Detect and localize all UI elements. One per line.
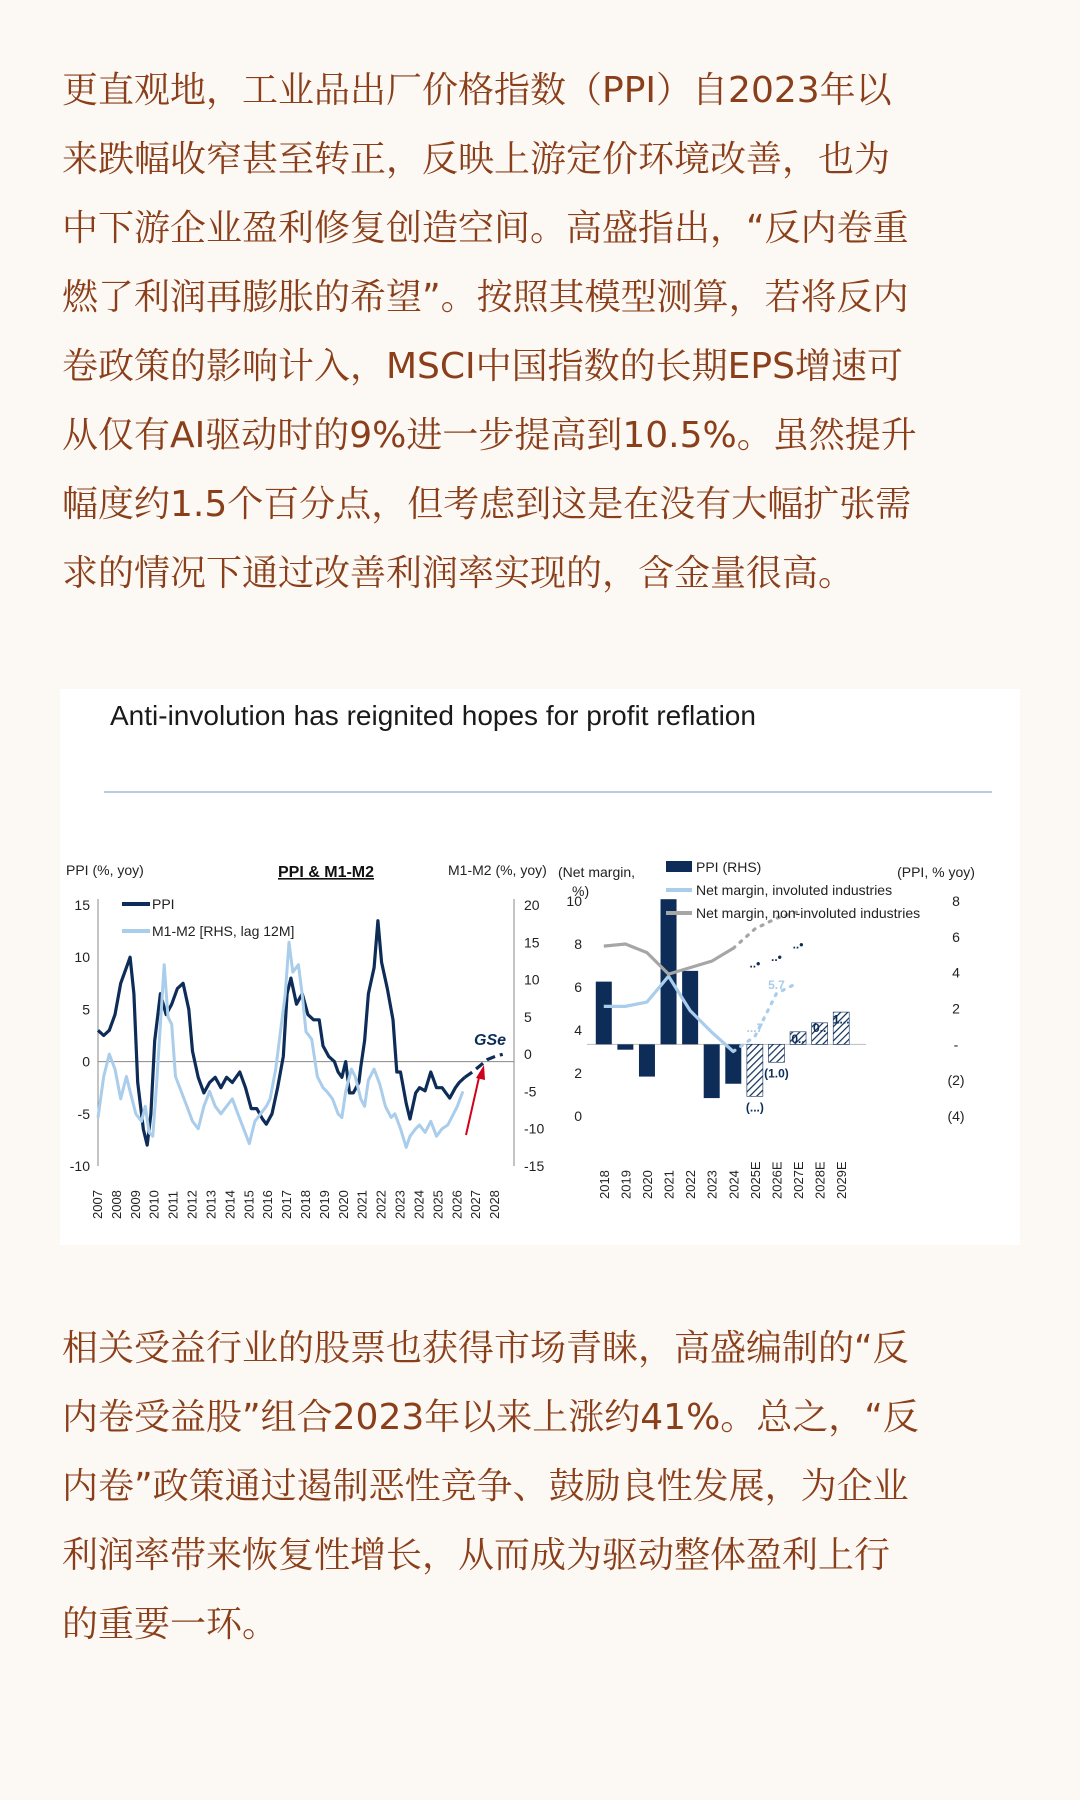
right-tick-label: (2) [947,1072,965,1089]
x-tick-label: 2027E [791,1161,807,1199]
right-tick-label: (4) [947,1108,965,1124]
left-tick-label: -5 [77,1105,90,1122]
x-tick-label: 2008 [108,1190,124,1219]
data-label: 0.. [812,1021,827,1036]
left-tick-label: -10 [69,1158,90,1174]
text-line: 中下游企业盈利修复创造空间。高盛指出，“反内卷重 [62,208,909,249]
data-label: ..• [749,956,761,971]
x-tick-label: 2019 [618,1170,634,1199]
ppi-bar [617,1044,633,1049]
gse-annotation: GSe [474,1032,507,1049]
x-tick-label: 2026 [449,1190,465,1219]
right-tick-label: 20 [524,897,540,913]
right-tick-label: 10 [524,971,540,988]
x-tick-label: 2025 [430,1190,446,1219]
x-tick-label: 2013 [203,1190,219,1219]
data-label: 5.7 [768,978,785,993]
ppi-bar [747,1044,763,1096]
legend-label: PPI [152,896,175,912]
x-tick-label: 2028 [487,1190,503,1219]
legend-label: M1-M2 [RHS, lag 12M] [152,923,295,939]
x-tick-label: 2007 [90,1190,105,1219]
margin-line-estimate [733,983,798,1052]
text-line: 内卷受益股”组合2023年以来上涨约41%。总之，“反 [62,1397,919,1438]
red-arrow-shaft [466,1073,480,1135]
text-line: 来跌幅收窄甚至转正，反映上游定价环境改善，也为 [62,139,891,180]
left-tick-label: 5 [82,1001,90,1018]
x-tick-label: 2028E [812,1161,828,1199]
x-tick-label: 2018 [298,1190,313,1219]
right-tick-label: 15 [524,934,540,951]
left-tick-label: 8 [574,936,582,952]
legend-swatch [666,861,692,872]
legend-label: Net margin, involuted industries [696,882,893,898]
right-tick-label: - [953,1036,959,1053]
data-label: (1.0) [764,1066,789,1081]
data-label: 1... [832,1012,850,1027]
right-tick-label: -10 [524,1120,545,1137]
x-tick-label: 2011 [165,1191,181,1219]
x-tick-label: 2009 [127,1190,143,1219]
x-tick-label: 2016 [260,1190,276,1219]
x-tick-label: 2025E [747,1161,763,1199]
right-tick-label: 8 [952,893,960,909]
right-tick-label: 0 [524,1046,532,1063]
x-tick-label: 2017 [279,1190,295,1219]
data-label: (...) [745,1100,764,1115]
ppi-bar [704,1044,720,1098]
text-line: 相关受益行业的股票也获得市场青睐，高盛编制的“反 [62,1328,909,1369]
left-tick-label: 4 [574,1022,582,1038]
x-tick-label: 2012 [184,1190,200,1219]
x-tick-label: 2018 [596,1170,612,1199]
article-paragraph-1 [62,56,1022,608]
legend-label: PPI (RHS) [696,859,762,875]
net-margin-chart [558,859,975,1199]
right-tick-label: 4 [952,964,960,981]
data-label: ..• [771,950,782,965]
x-tick-label: 2021 [661,1170,677,1199]
chart-title: PPI & M1-M2 [278,864,375,881]
article-paragraph-2 [62,1314,1022,1659]
text-line: 的重要一环。 [62,1604,279,1645]
right-tick-label: 6 [952,928,960,945]
x-tick-label: 2024 [726,1170,742,1199]
left-tick-label: 0 [82,1053,90,1070]
x-tick-label: 2010 [146,1190,162,1219]
ppi-bar [682,971,698,1044]
ppi-bar [596,982,612,1045]
right-axis-label: M1-M2 (%, yoy) [448,862,547,878]
text-line: 求的情况下通过改善利润率实现的，含金量很高。 [62,553,855,594]
left-axis-label: (Net margin, [558,864,636,880]
right-tick-label: -5 [524,1083,537,1100]
ppi-m1m2-chart [66,862,547,1219]
x-tick-label: 2029E [834,1161,850,1199]
left-tick-label: 2 [574,1065,582,1081]
x-tick-label: 2026E [769,1161,785,1199]
ppi-bar [639,1044,655,1076]
figure-title: Anti-involution has reignited hopes for profit reflation [110,700,756,731]
x-tick-label: 2023 [392,1190,408,1219]
x-tick-label: 2015 [241,1190,257,1219]
left-tick-label: 15 [74,897,90,913]
x-tick-label: 2022 [683,1170,699,1199]
text-line: 卷政策的影响计入，MSCI中国指数的长期EPS增速可 [62,346,903,387]
chart-figure [60,689,1020,1245]
left-tick-label: 6 [574,979,582,995]
right-tick-label: 5 [524,1008,532,1025]
right-tick-label: -15 [524,1158,545,1174]
text-line: 燃了利润再膨胀的希望”。按照其模型测算，若将反内 [62,277,909,318]
x-tick-label: 2024 [411,1190,427,1219]
legend-label: Net margin, non-involuted industries [696,905,921,921]
ppi-bar [768,1044,784,1062]
x-tick-label: 2020 [639,1170,655,1199]
data-label: ..• [792,937,804,952]
x-tick-label: 2021 [354,1190,370,1219]
x-tick-label: 2023 [704,1170,720,1199]
left-axis-label: %) [572,883,590,899]
left-tick-label: 0 [574,1108,582,1124]
x-tick-label: 2027 [468,1190,484,1219]
right-axis-label: (PPI, % yoy) [897,864,975,880]
text-line: 更直观地，工业品出厂价格指数（PPI）自2023年以 [62,70,892,111]
left-tick-label: 10 [74,949,90,966]
x-tick-label: 2019 [316,1190,332,1219]
x-tick-label: 2022 [373,1190,389,1219]
left-tick-label: 10 [566,893,582,909]
right-tick-label: 2 [952,1000,960,1017]
text-line: 从仅有AI驱动时的9%进一步提高到10.5%。虽然提升 [62,415,917,456]
x-tick-label: 2020 [335,1190,351,1219]
data-label: 0.. [791,1031,805,1046]
chart-figure-svg [60,689,1020,1245]
text-line: 内卷”政策通过遏制恶性竞争、鼓励良性发展，为企业 [62,1466,909,1507]
x-tick-label: 2014 [222,1190,238,1219]
data-label: ...7 [746,1021,764,1036]
text-line: 利润率带来恢复性增长，从而成为驱动整体盈利上行 [62,1535,891,1576]
left-axis-label: PPI (%, yoy) [66,862,144,878]
text-line: 幅度约1.5个百分点，但考虑到这是在没有大幅扩张需 [62,484,912,525]
